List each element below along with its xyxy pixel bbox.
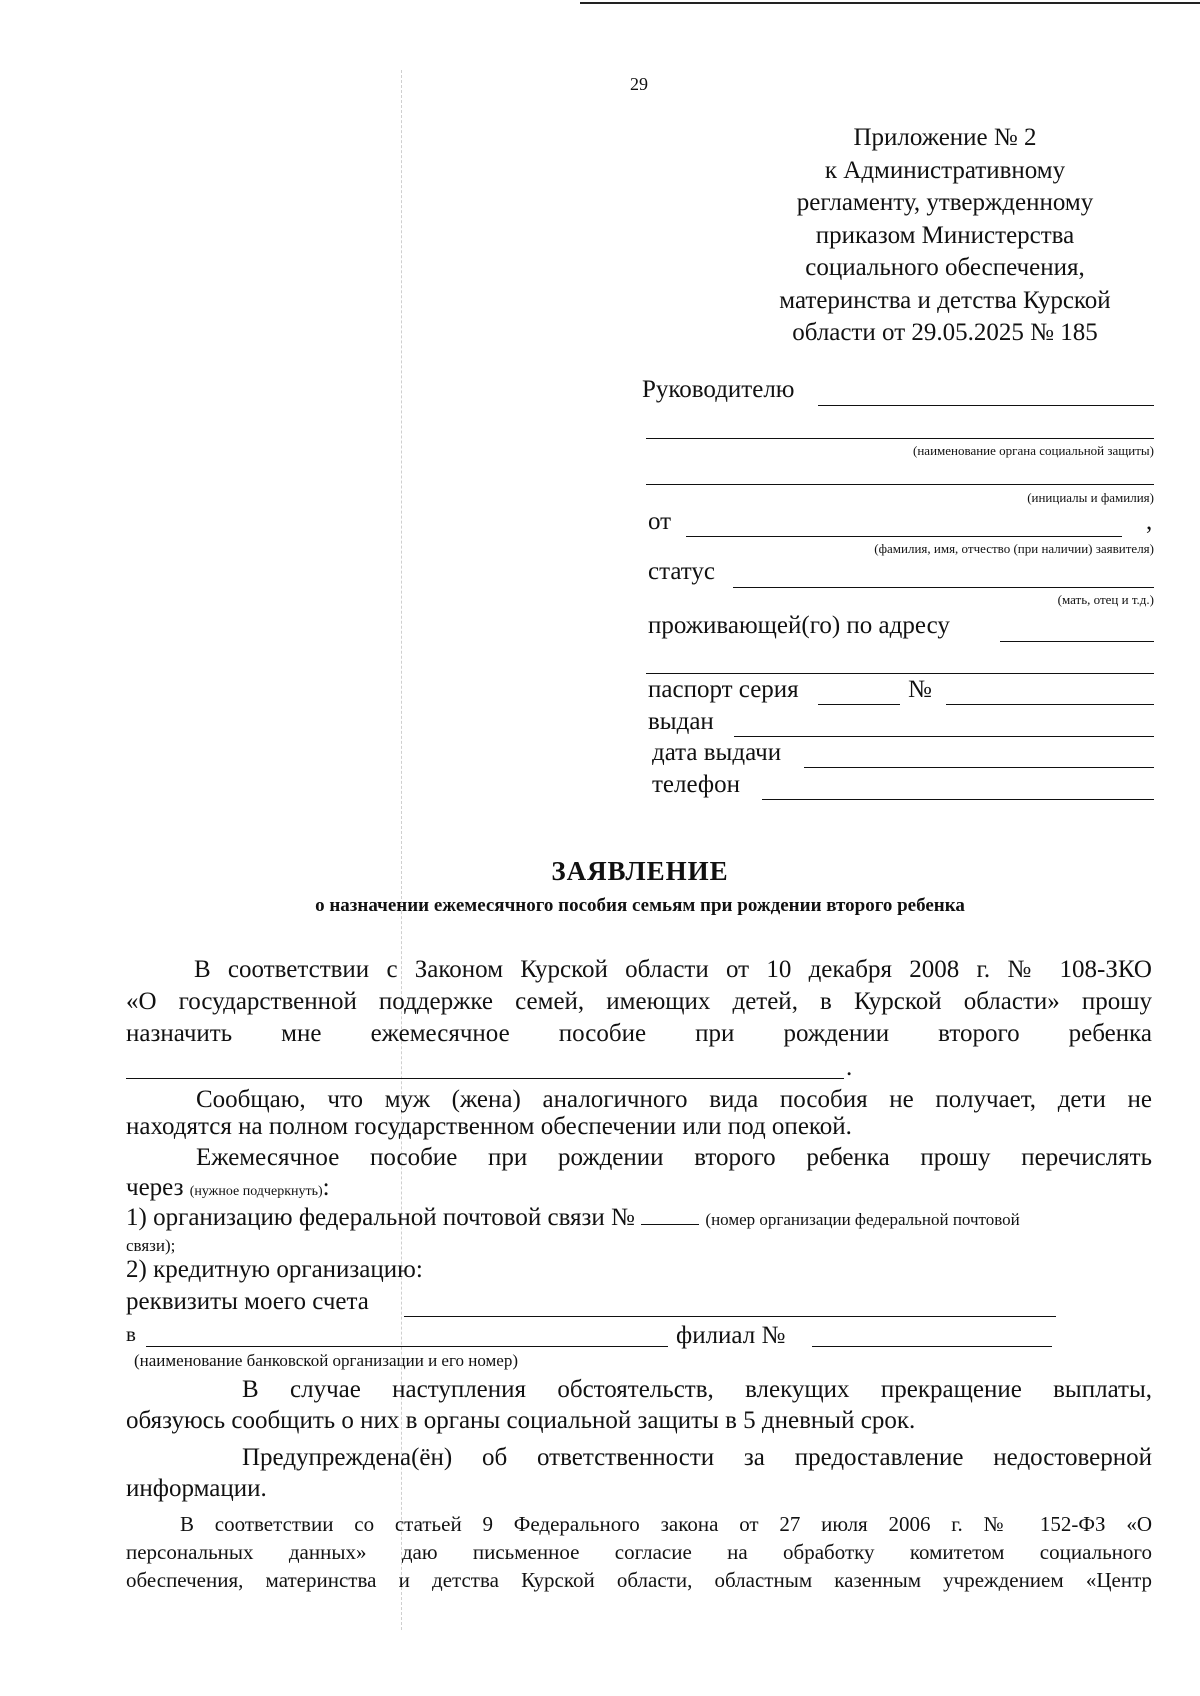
p5-line: информации. <box>126 1475 267 1502</box>
second-child-field[interactable] <box>126 1078 844 1079</box>
p1-end: . <box>846 1054 853 1081</box>
p2-line: Сообщаю, что муж (жена) аналогичного вида пособия не получает, дети не <box>196 1086 1152 1113</box>
p3-note: (нужное подчеркнуть) <box>189 1184 323 1199</box>
p6-line: персональных данных» даю письменное согласие на обработку комитетом социального <box>126 1540 1152 1564</box>
issue-date-field[interactable] <box>804 767 1154 768</box>
p3-line: Ежемесячное пособие при рождении второго ребенка прошу перечислять <box>196 1144 1152 1171</box>
passport-number-label: № <box>908 676 932 703</box>
passport-series-field[interactable] <box>818 704 900 705</box>
appendix-line: приказом Министерства <box>815 221 1075 249</box>
statement-title: ЗАЯВЛЕНИЕ <box>551 856 729 886</box>
account-label: реквизиты моего счета <box>126 1288 369 1315</box>
status-field[interactable] <box>733 587 1154 588</box>
p4-line: обязуюсь сообщить о них в органы социальной защиты в 5 дневный срок. <box>126 1407 916 1434</box>
status-label: статус <box>648 558 715 585</box>
appendix-line: к Административному <box>824 156 1066 184</box>
phone-field[interactable] <box>762 799 1154 800</box>
initials-field[interactable] <box>646 484 1154 485</box>
address-field[interactable] <box>1000 641 1154 642</box>
head-field[interactable] <box>818 405 1154 406</box>
p2-line: находятся на полном государственном обеспечении или под опекой. <box>126 1113 852 1140</box>
passport-series-label: паспорт серия <box>648 676 799 703</box>
appendix-header <box>740 122 1150 350</box>
appendix-line: материнства и детства Курской <box>779 286 1111 314</box>
org-field[interactable] <box>646 438 1154 439</box>
issued-field[interactable] <box>734 736 1154 737</box>
option-post-note: (номер организации федеральной почтовой <box>705 1210 1020 1229</box>
address-label: проживающей(го) по адресу <box>648 612 950 639</box>
head-label: Руководителю <box>642 376 795 403</box>
status-caption: (мать, отец и т.д.) <box>1057 592 1154 607</box>
bank-caption: (наименование банковской организации и его номер) <box>134 1351 518 1370</box>
bank-prefix: в <box>126 1322 136 1346</box>
appendix-line: области от 29.05.2025 № 185 <box>792 319 1098 346</box>
branch-number-field[interactable] <box>812 1346 1052 1347</box>
from-comma: , <box>1146 508 1153 535</box>
p6-line: обеспечения, материнства и детства Курской области, областным казенным учреждением «Центр <box>126 1568 1152 1592</box>
account-field[interactable] <box>404 1316 1056 1317</box>
p5-line: Предупреждена(ён) об ответственности за предоставление недостоверной <box>242 1444 1152 1471</box>
p4-line: В случае наступления обстоятельств, влекущих прекращение выплаты, <box>242 1376 1152 1403</box>
branch-label: филиал № <box>676 1322 786 1349</box>
p3-through-line <box>126 1174 330 1202</box>
option-post-text: 1) организацию федеральной почтовой связи № <box>126 1204 635 1231</box>
from-caption: (фамилия, имя, отчество (при наличии) заявителя) <box>874 541 1154 556</box>
option-post-line[interactable] <box>126 1204 1020 1232</box>
post-office-number-field[interactable] <box>641 1206 699 1225</box>
top-edge-rule <box>580 2 1200 4</box>
option-post-note-cont: связи); <box>126 1236 176 1255</box>
issued-label: выдан <box>648 708 714 735</box>
appendix-line: регламенту, утвержденному <box>796 189 1094 216</box>
bank-name-field[interactable] <box>146 1346 668 1347</box>
address-field-line2[interactable] <box>646 673 1154 674</box>
initials-caption: (инициалы и фамилия) <box>1027 490 1154 505</box>
p3-colon: : <box>322 1174 330 1201</box>
from-field[interactable] <box>686 536 1122 537</box>
page-number: 29 <box>630 74 648 94</box>
p1-line: «О государственной поддержке семей, имеющих детей, в Курской области» прошу <box>126 988 1152 1015</box>
from-label: от <box>648 508 672 535</box>
p6-line: В соответствии со статьей 9 Федерального закона от 27 июля 2006 г. № 152-ФЗ «О <box>180 1512 1152 1536</box>
p1-line: В соответствии с Законом Курской области от 10 декабря 2008 г. № 108-ЗКО <box>194 956 1152 983</box>
option-bank-text[interactable]: 2) кредитную организацию: <box>126 1256 423 1283</box>
appendix-line: Приложение № 2 <box>853 124 1037 151</box>
org-caption: (наименование органа социальной защиты) <box>913 443 1154 458</box>
passport-number-field[interactable] <box>946 704 1154 705</box>
p1-line: назначить мне ежемесячное пособие при рождении второго ребенка <box>126 1020 1152 1047</box>
appendix-line: социального обеспечения, <box>805 254 1085 281</box>
phone-label: телефон <box>652 771 740 798</box>
issue-date-label: дата выдачи <box>652 739 782 766</box>
p3-through: через <box>126 1174 184 1201</box>
statement-subtitle: о назначении ежемесячного пособия семьям при рождении второго ребенка <box>315 895 965 916</box>
